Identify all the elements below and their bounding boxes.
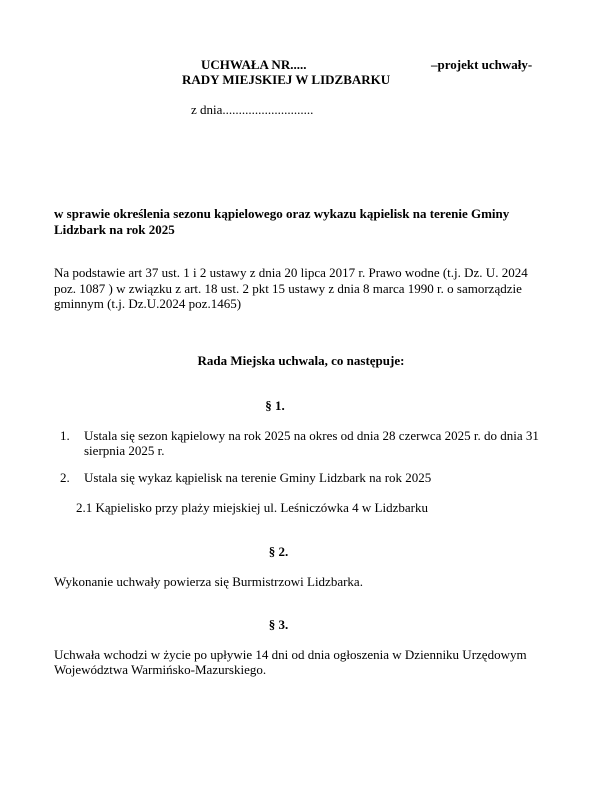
section-2-text: Wykonanie uchwały powierza się Burmistrzowi Lidzbarka. (54, 574, 363, 589)
subject-line-1: w sprawie określenia sezonu kąpielowego oraz wykazu kąpielisk na terenie Gminy (54, 206, 510, 221)
legal-basis-line-3: gminnym (t.j. Dz.U.2024 poz.1465) (54, 296, 242, 311)
subject-line-2: Lidzbark na rok 2025 (54, 222, 175, 237)
item-1-number: 1. (60, 428, 70, 443)
section-3-line-1: Uchwała wchodzi w życie po upływie 14 dni od dnia ogłoszenia w Dzienniku Urzędowym (54, 647, 527, 662)
section-3-line-2: Województwa Warmińsko-Mazurskiego. (54, 662, 267, 677)
resolves-heading: Rada Miejska uchwala, co następuje: (197, 353, 405, 368)
section-2-heading: § 2. (268, 544, 289, 559)
item-1-line-2: sierpnia 2025 r. (84, 443, 165, 458)
item-2-number: 2. (60, 470, 70, 485)
section-3-heading: § 3. (268, 617, 289, 632)
section-1-heading: § 1. (265, 398, 285, 413)
subitem-2-1: 2.1 Kąpielisko przy plaży miejskiej ul. Leśniczówka 4 w Lidzbarku (76, 500, 428, 515)
draft-label: –projekt uchwały- (431, 57, 533, 72)
resolution-number: UCHWAŁA NR..... (201, 57, 307, 72)
legal-basis-line-1: Na podstawie art 37 ust. 1 i 2 ustawy z dnia 20 lipca 2017 r. Prawo wodne (t.j. Dz. U. 2024 (54, 265, 528, 280)
item-1-line-1: Ustala się sezon kąpielowy na rok 2025 na okres od dnia 28 czerwca 2025 r. do dnia 31 (84, 428, 539, 443)
date-line: z dnia............................ (191, 102, 314, 117)
item-2-text: Ustala się wykaz kąpielisk na terenie Gminy Lidzbark na rok 2025 (84, 470, 432, 485)
legal-basis-line-2: poz. 1087 ) w związku z art. 18 ust. 2 pkt 15 ustawy z dnia 8 marca 1990 r. o samorządzie (54, 281, 522, 296)
council-name: RADY MIEJSKIEJ W LIDZBARKU (182, 72, 391, 87)
